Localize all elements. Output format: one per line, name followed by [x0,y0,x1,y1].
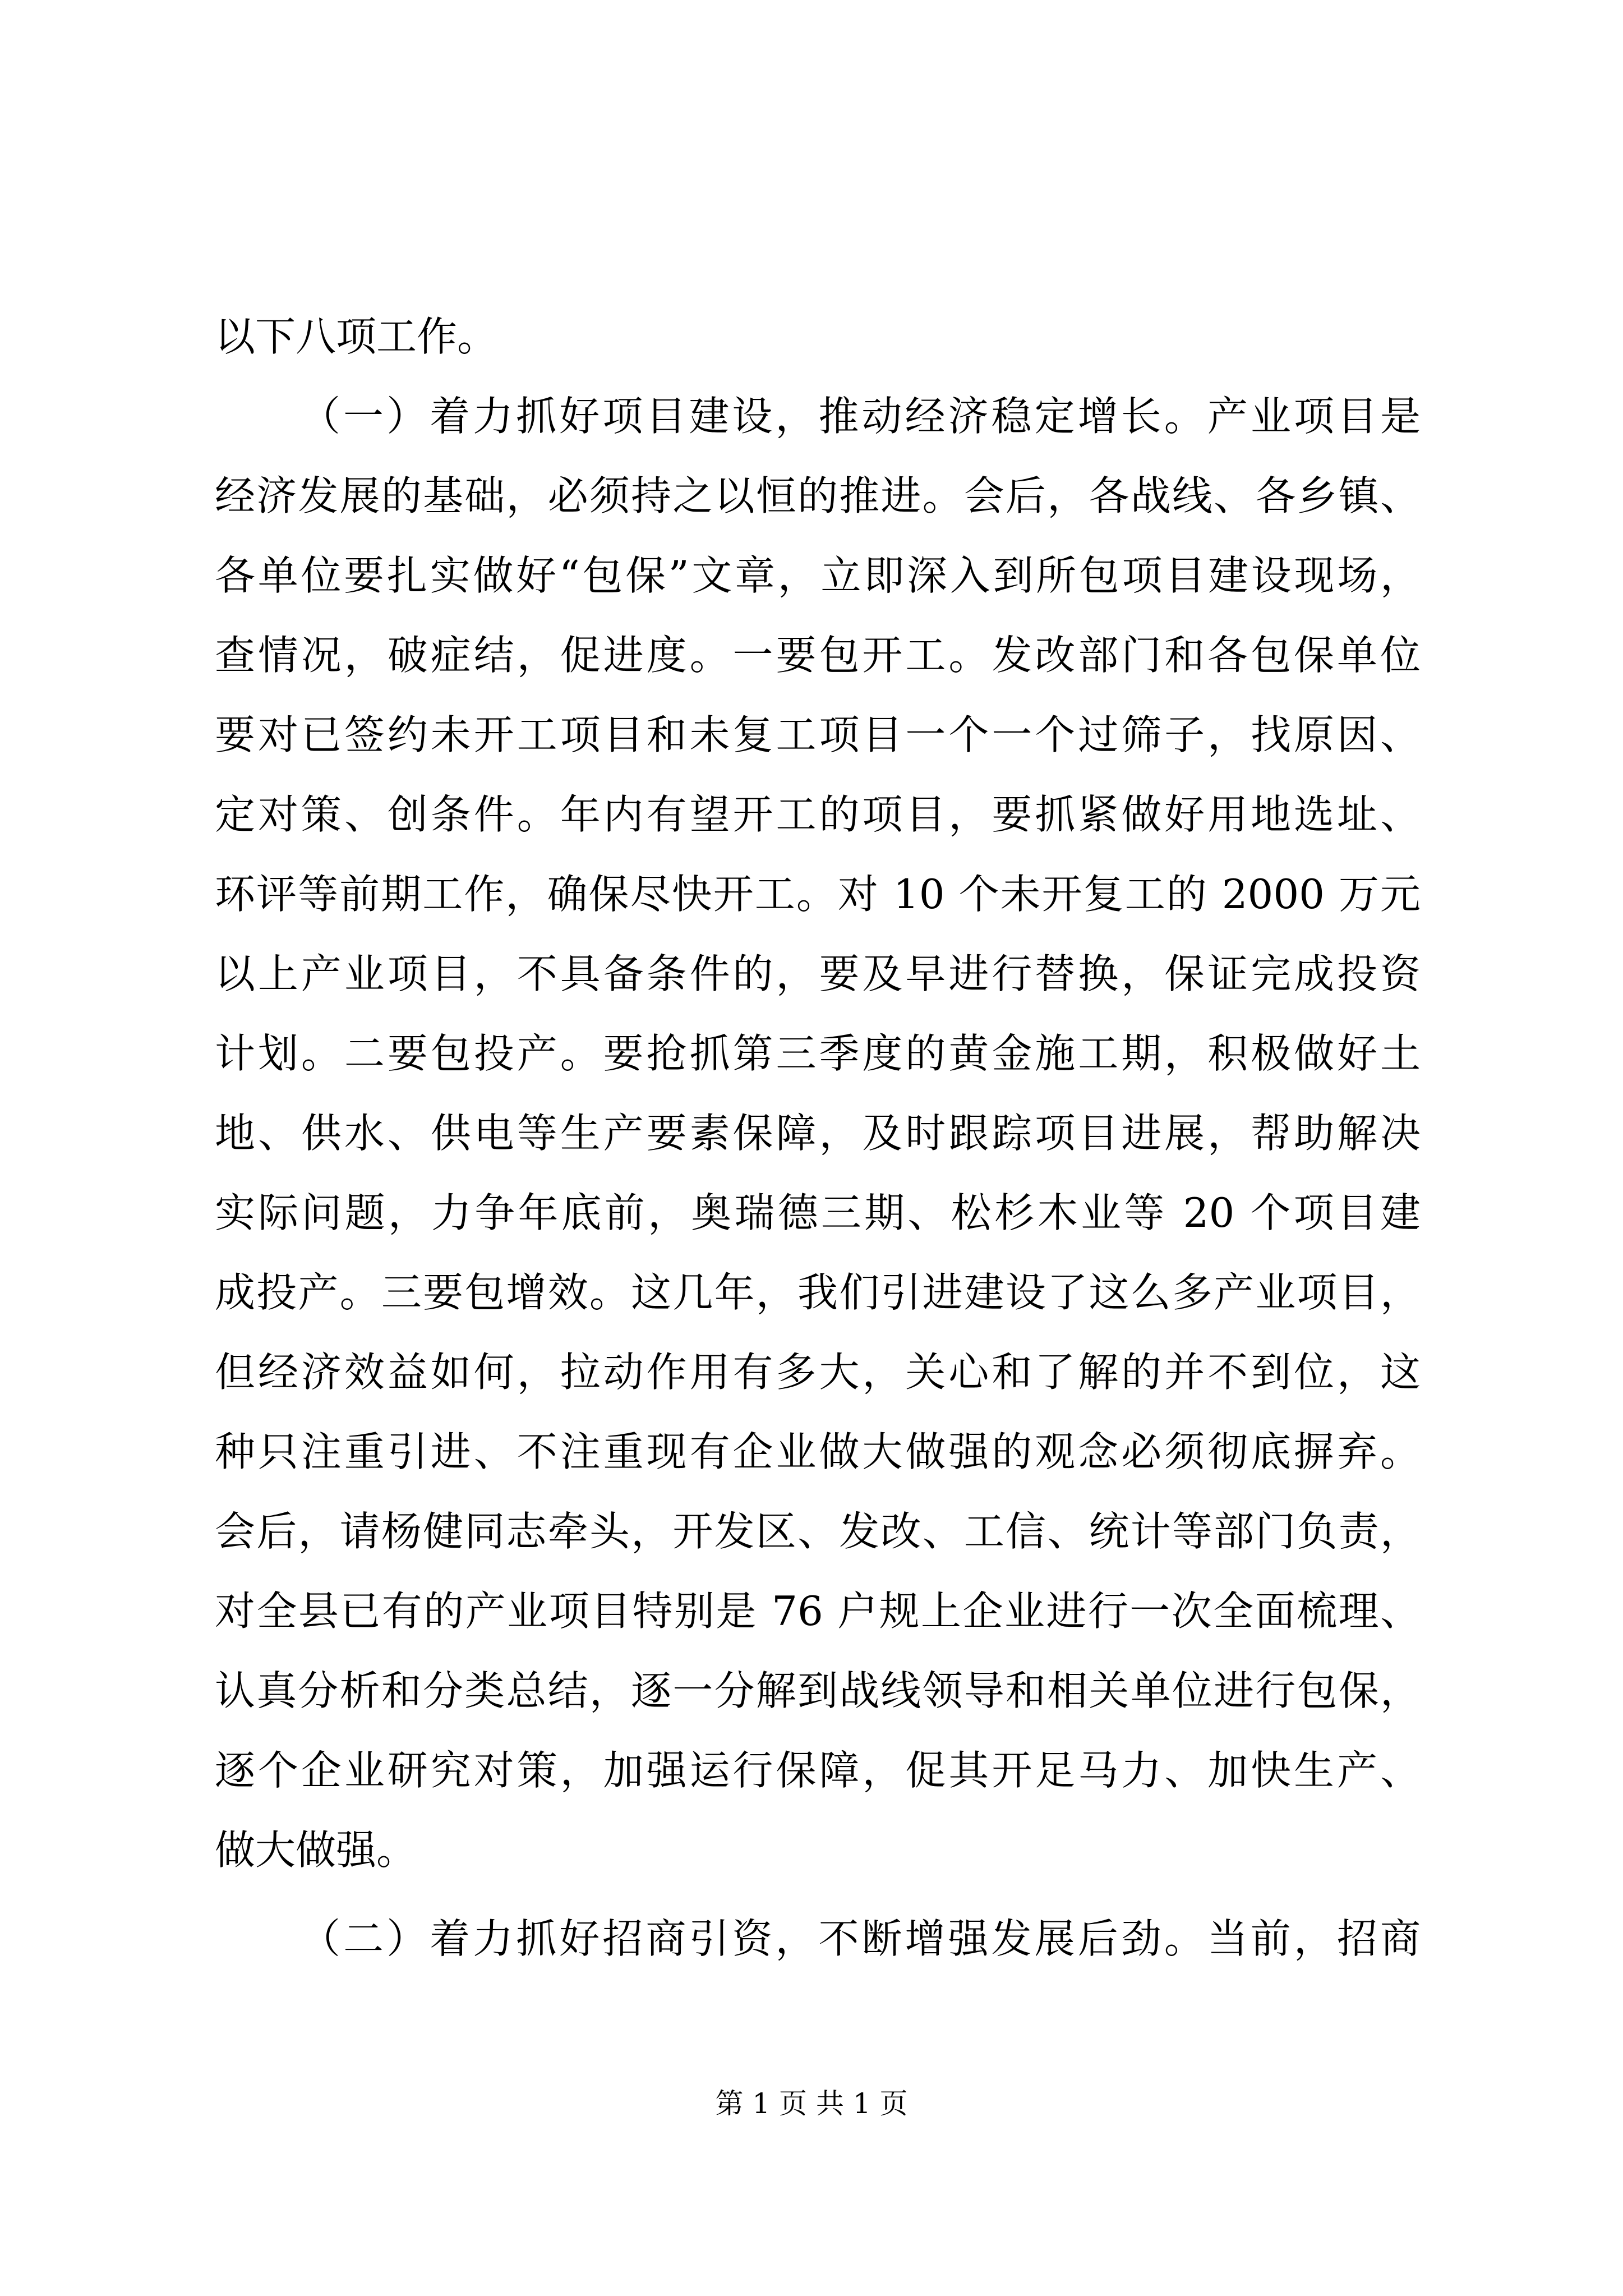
text-line: 认真分析和分类总结，逐一分解到战线领导和相关单位进行包保， [215,1667,1421,1714]
text-line: 查情况，破症结，促进度。一要包开工。发改部门和各包保单位 [215,632,1421,679]
section-heading-line: （一）着力抓好项目建设，推动经济稳定增长。产业项目是 [300,393,1421,440]
text-line: 以上产业项目，不具备条件的，要及早进行替换，保证完成投资 [215,950,1421,997]
text-line: 计划。二要包投产。要抢抓第三季度的黄金施工期，积极做好土 [215,1030,1421,1077]
text-line: 做大做强。 [215,1826,417,1874]
text-line: 经济发展的基础，必须持之以恒的推进。会后，各战线、各乡镇、 [215,472,1421,519]
page-footer: 第 1 页 共 1 页 [715,2087,908,2120]
text-line: 种只注重引进、不注重现有企业做大做强的观念必须彻底摒弃。 [215,1428,1421,1475]
text-line: 但经济效益如何，拉动作用有多大，关心和了解的并不到位，这 [215,1349,1421,1396]
text-line: 成投产。三要包增效。这几年，我们引进建设了这么多产业项目， [215,1269,1421,1316]
text-line: 实际问题，力争年底前，奥瑞德三期、松杉木业等 20 个项目建 [215,1189,1421,1236]
section-heading-line: （二）着力抓好招商引资，不断增强发展后劲。当前，招商 [300,1915,1421,1962]
text-line: 以下八项工作。 [215,313,498,360]
text-line: 对全县已有的产业项目特别是 76 户规上企业进行一次全面梳理、 [215,1588,1421,1635]
text-line: 会后，请杨健同志牵头，开发区、发改、工信、统计等部门负责， [215,1508,1421,1555]
text-line: 各单位要扎实做好“包保”文章，立即深入到所包项目建设现场， [215,552,1421,599]
text-line: 要对已签约未开工项目和未复工项目一个一个过筛子，找原因、 [215,711,1421,758]
text-line: 环评等前期工作，确保尽快开工。对 10 个未开复工的 2000 万元 [215,871,1421,918]
text-line: 逐个企业研究对策，加强运行保障，促其开足马力、加快生产、 [215,1747,1421,1794]
text-line: 定对策、创条件。年内有望开工的项目，要抓紧做好用地选址、 [215,791,1421,838]
text-line: 地、供水、供电等生产要素保障，及时跟踪项目进展，帮助解决 [215,1110,1421,1157]
